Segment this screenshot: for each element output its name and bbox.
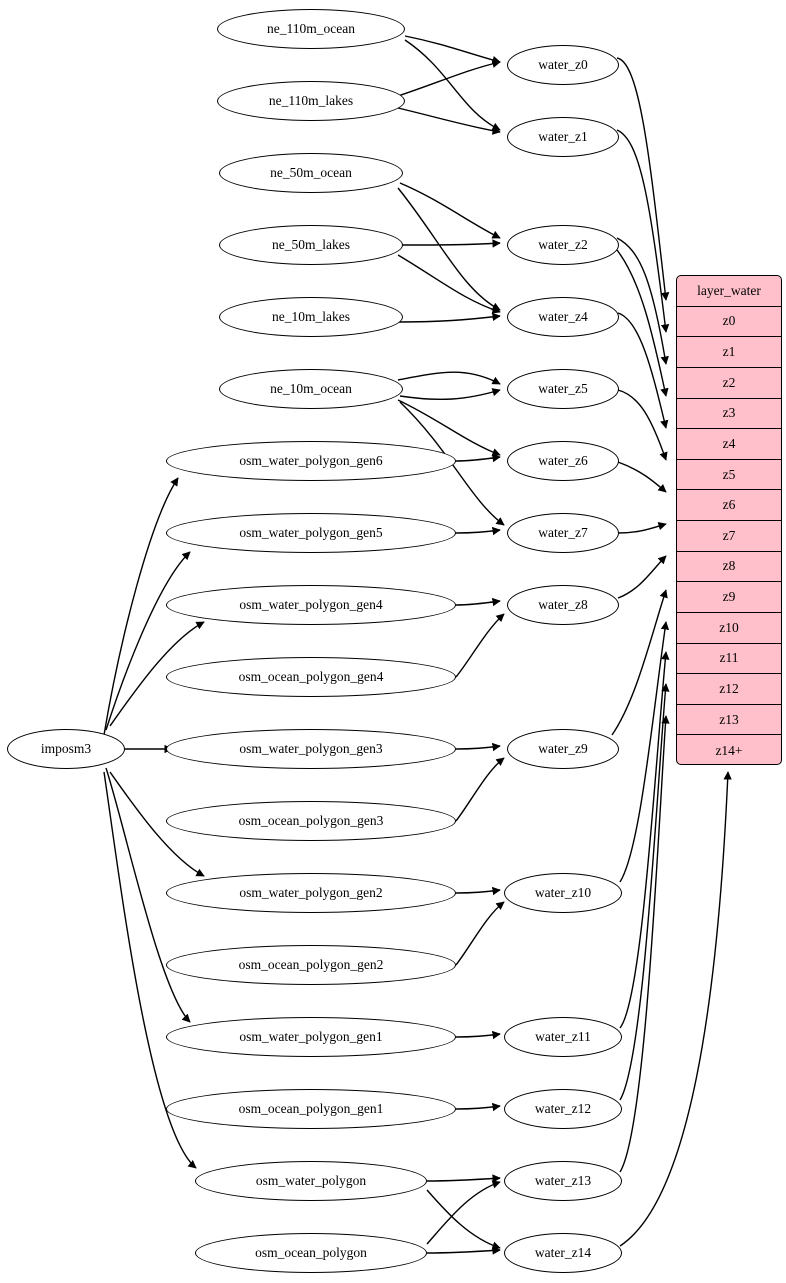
node-label: water_z14 [534, 1245, 592, 1260]
record-row-z6: z6 [677, 490, 781, 521]
node-label: water_z1 [538, 129, 588, 144]
record-row-z1: z1 [677, 337, 781, 368]
source-node-osm_water_polygon_gen6[interactable] [166, 441, 456, 481]
record-row-z0: z0 [677, 307, 781, 338]
record-row-z9: z9 [677, 582, 781, 613]
water-node-water_z12[interactable] [504, 1089, 622, 1129]
source-node-osm_water_polygon_gen4[interactable] [166, 585, 456, 625]
node-label: osm_water_polygon_gen3 [239, 741, 383, 756]
node-label: water_z11 [535, 1029, 591, 1044]
node-label: ne_50m_ocean [270, 165, 352, 180]
node-label: ne_10m_ocean [270, 381, 352, 396]
source-node-osm_ocean_polygon_gen2[interactable] [166, 945, 456, 985]
source-node-osm_ocean_polygon_gen3[interactable] [166, 801, 456, 841]
water-node-water_z1[interactable] [507, 117, 619, 157]
record-row-z7: z7 [677, 521, 781, 552]
source-node-osm_water_polygon_gen3[interactable] [166, 729, 456, 769]
record-row-z8: z8 [677, 552, 781, 583]
water-node-water_z14[interactable] [504, 1233, 622, 1273]
node-label: osm_water_polygon_gen1 [239, 1029, 383, 1044]
node-label: osm_water_polygon_gen4 [239, 597, 383, 612]
water-node-water_z13[interactable] [504, 1161, 622, 1201]
node-label: water_z13 [534, 1173, 592, 1188]
node-label: water_z9 [538, 741, 588, 756]
source-node-osm_water_polygon[interactable] [195, 1161, 427, 1201]
record-row-z13: z13 [677, 705, 781, 736]
source-node-ne_10m_ocean[interactable] [219, 369, 403, 409]
node-label: ne_110m_ocean [267, 21, 355, 36]
record-header: layer_water [677, 276, 781, 307]
node-label: water_z2 [538, 237, 588, 252]
node-label: water_z6 [538, 453, 588, 468]
source-node-osm_ocean_polygon_gen1[interactable] [166, 1089, 456, 1129]
source-node-ne_50m_ocean[interactable] [219, 153, 403, 193]
source-node-ne_50m_lakes[interactable] [219, 225, 403, 265]
record-row-z3: z3 [677, 399, 781, 430]
source-node-ne_110m_lakes[interactable] [217, 81, 405, 121]
water-node-water_z6[interactable] [507, 441, 619, 481]
record-row-z5: z5 [677, 460, 781, 491]
node-label: water_z10 [534, 885, 592, 900]
source-node-osm_water_polygon_gen1[interactable] [166, 1017, 456, 1057]
record-row-z12: z12 [677, 674, 781, 705]
water-node-water_z9[interactable] [507, 729, 619, 769]
node-label: osm_water_polygon [255, 1173, 367, 1188]
node-label: ne_10m_lakes [272, 309, 350, 324]
water-node-water_z11[interactable] [504, 1017, 622, 1057]
node-label: water_z5 [538, 381, 588, 396]
source-node-osm_water_polygon_gen5[interactable] [166, 513, 456, 553]
node-label: osm_ocean_polygon_gen1 [238, 1101, 384, 1116]
source-node-ne_110m_ocean[interactable] [217, 9, 405, 49]
node-label: osm_ocean_polygon_gen3 [238, 813, 384, 828]
node-label: water_z7 [538, 525, 588, 540]
water-node-water_z8[interactable] [507, 585, 619, 625]
node-label: water_z0 [538, 57, 588, 72]
node-label: osm_ocean_polygon_gen4 [238, 669, 384, 684]
record-row-z10: z10 [677, 613, 781, 644]
water-node-water_z4[interactable] [507, 297, 619, 337]
source-node-osm_ocean_polygon_gen4[interactable] [166, 657, 456, 697]
node-label: ne_110m_lakes [268, 93, 354, 108]
node-label: osm_water_polygon_gen6 [239, 453, 383, 468]
node-label: water_z12 [534, 1101, 592, 1116]
source-node-ne_10m_lakes[interactable] [219, 297, 403, 337]
node-label: osm_ocean_polygon [255, 1245, 367, 1260]
source-node-osm_water_polygon_gen2[interactable] [166, 873, 456, 913]
layer-water-record[interactable] [676, 275, 782, 765]
water-node-water_z5[interactable] [507, 369, 619, 409]
water-node-water_z7[interactable] [507, 513, 619, 553]
water-node-water_z10[interactable] [504, 873, 622, 913]
source-node-osm_ocean_polygon[interactable] [195, 1233, 427, 1273]
record-row-z14+: z14+ [715, 742, 743, 758]
importer-node-imposm3[interactable] [7, 729, 125, 769]
node-label: osm_ocean_polygon_gen2 [238, 957, 384, 972]
node-label: osm_water_polygon_gen5 [239, 525, 383, 540]
node-label: osm_water_polygon_gen2 [239, 885, 383, 900]
record-row-z11: z11 [677, 644, 781, 675]
water-node-water_z2[interactable] [507, 225, 619, 265]
water-node-water_z0[interactable] [507, 45, 619, 85]
node-label: water_z4 [538, 309, 588, 324]
node-label: imposm3 [40, 741, 92, 756]
node-label: ne_50m_lakes [272, 237, 350, 252]
record-row-z4: z4 [677, 429, 781, 460]
node-label: water_z8 [538, 597, 588, 612]
record-row-z2: z2 [677, 368, 781, 399]
